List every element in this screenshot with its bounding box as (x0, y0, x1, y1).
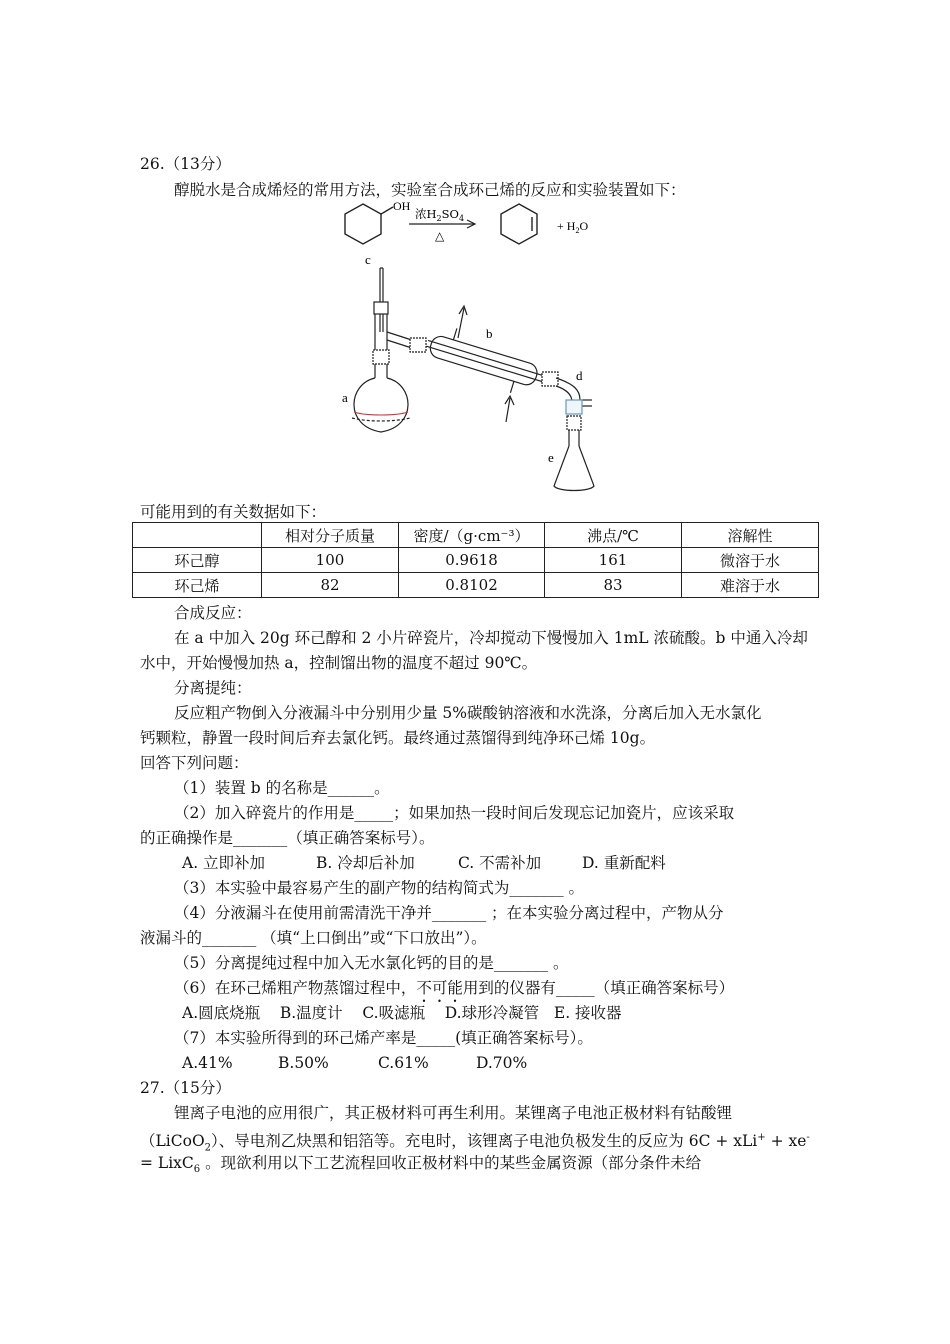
stopper-neck (373, 350, 389, 364)
sub-question-6 (174, 978, 734, 1006)
round-bottom-flask (352, 368, 410, 432)
question-26-intro: 醇脱水是合成烯烃的常用方法，实验室合成环己烯的反应和实验装置如下： (174, 181, 686, 199)
question-27-header: 27.（15分） (140, 1079, 231, 1097)
joint-2 (542, 372, 558, 386)
receiver-adapter (556, 378, 592, 414)
label-b: b (486, 326, 493, 341)
reagent-label: 浓$H_2SO_4$ (415, 207, 465, 223)
question-26-header: 26.（13分） (140, 155, 231, 173)
q7-option-c: C.61% (378, 1054, 429, 1072)
table-cell: 161 (545, 548, 682, 573)
sub-question-2-line-1: （2）加入碎瓷片的作用是_____；如果加热一段时间后发现忘记加瓷片，应该采取 (174, 804, 735, 822)
sub-question-6-options: A.圆底烧瓶 B.温度计 C.吸滤瓶 D.球形冷凝管 E. 接收器 (182, 1004, 622, 1022)
table-header-row (133, 523, 819, 548)
sub-question-6-emphasis: 不可能 (416, 979, 463, 997)
label-e: e (548, 450, 554, 465)
table-cell: 100 (262, 548, 399, 573)
table-header (133, 523, 262, 548)
table-cell: 难溶于水 (682, 573, 819, 598)
table-header: 相对分子质量 (262, 523, 399, 548)
label-d: d (576, 368, 583, 383)
sub-question-5: （5）分离提纯过程中加入无水氯化钙的目的是_______ 。 (174, 954, 569, 972)
table-header: 密度/（g·cm⁻³） (399, 523, 545, 548)
receiving-flask (554, 416, 594, 491)
q27-l2-sub: 2 (204, 1142, 212, 1154)
table-cell: 0.9618 (399, 548, 545, 573)
reaction-arrow (409, 220, 475, 228)
sub-question-4-line-2: 液漏斗的_______ （填“上口倒出”或“下口放出”）。 (140, 929, 487, 947)
question-27-line-3 (140, 1153, 701, 1180)
synthesis-line-2: 水中，开始慢慢加热 a，控制馏出物的温度不超过 90℃。 (140, 654, 538, 672)
option-c: C. 不需补加 (458, 854, 542, 872)
water-product: + $H_2O$ (557, 219, 589, 235)
sub-question-2-line-2: 的正确操作是_______（填正确答案标号）。 (140, 829, 435, 847)
option-b: B. 冷却后补加 (316, 854, 415, 872)
sub-question-6-pre: （6）在环己烯粗产物蒸馏过程中， (174, 979, 417, 997)
q7-option-b: B.50% (278, 1054, 329, 1072)
purify-line-1: 反应粗产物倒入分液漏斗中分别用少量 5%碳酸钠溶液和水洗涤，分离后加入无水氯化 (174, 704, 762, 722)
q27-l3-b: 。现欲利用以下工艺流程回收正极材料中的某些金属资源（部分条件未给 (200, 1154, 702, 1172)
table-row (133, 573, 819, 598)
q27-l2-c: + xe (765, 1132, 807, 1151)
label-c: c (365, 252, 371, 267)
question-27-line-1: 锂离子电池的应用很广，其正极材料可再生利用。某锂离子电池正极材料有钴酸锂 (174, 1104, 733, 1122)
table-cell: 环己醇 (133, 548, 262, 573)
sub-question-6-post: 用到的仪器有_____（填正确答案标号） (462, 979, 735, 997)
distillation-apparatus (338, 250, 608, 498)
q27-l2-a: （LiCoO (140, 1132, 205, 1151)
table-cell: 83 (545, 573, 682, 598)
table-header: 溶解性 (682, 523, 819, 548)
synthesis-title: 合成反应： (174, 604, 252, 622)
option-a: A. 立即补加 (182, 854, 266, 872)
sub-question-4-line-1: （4）分液漏斗在使用前需清洗干净并_______ ；在本实验分离过程中，产物从分 (174, 904, 724, 922)
purify-line-2: 钙颗粒，静置一段时间后弃去氯化钙。最终通过蒸馏得到纯净环己烯 10g。 (140, 729, 656, 747)
q27-l2-b: ）、导电剂乙炔黑和铝箔等。充电时，该锂离子电池负极发生的反应为 6C + xLi (211, 1132, 758, 1151)
water-out-arrow (458, 306, 467, 338)
data-intro: 可能用到的有关数据如下： (140, 503, 327, 521)
q27-l3-sub: 6 (193, 1164, 201, 1176)
q27-l3-a: = LixC (140, 1154, 194, 1172)
table-cell: 环己烯 (133, 573, 262, 598)
table-cell: 微溶于水 (682, 548, 819, 573)
synthesis-line-1: 在 a 中加入 20g 环己醇和 2 小片碎瓷片，冷却搅动下慢慢加入 1mL 浓硫酸。b 中通入冷却 (174, 629, 808, 647)
joint-1 (410, 338, 426, 352)
cyclohexene-structure (501, 204, 537, 244)
heat-condition: △ (435, 229, 445, 243)
option-d: D. 重新配料 (582, 854, 666, 872)
answer-prompt: 回答下列问题： (140, 754, 249, 772)
q7-option-a: A.41% (182, 1054, 233, 1072)
stopper-top (374, 302, 388, 314)
reaction-scheme (335, 196, 615, 250)
properties-table (132, 522, 819, 598)
purify-title: 分离提纯： (174, 679, 252, 697)
q27-l2-sup1: + (757, 1132, 766, 1143)
water-in-arrow (505, 396, 514, 422)
thermometer (380, 268, 383, 332)
table-cell: 82 (262, 573, 399, 598)
cyclohexanol-structure (345, 204, 393, 244)
q7-option-d: D.70% (476, 1054, 528, 1072)
q27-l2-sup2: - (806, 1132, 810, 1143)
table-header: 沸点/℃ (545, 523, 682, 548)
sub-question-1: （1）装置 b 的名称是______。 (174, 779, 390, 797)
table-row (133, 548, 819, 573)
sub-question-3: （3）本实验中最容易产生的副产物的结构简式为_______ 。 (174, 879, 585, 897)
hydroxyl-label: OH (393, 199, 411, 213)
label-a: a (342, 390, 348, 405)
sub-question-7: （7）本实验所得到的环己烯产率是_____(填正确答案标号）。 (174, 1029, 593, 1047)
table-cell: 0.8102 (399, 573, 545, 598)
